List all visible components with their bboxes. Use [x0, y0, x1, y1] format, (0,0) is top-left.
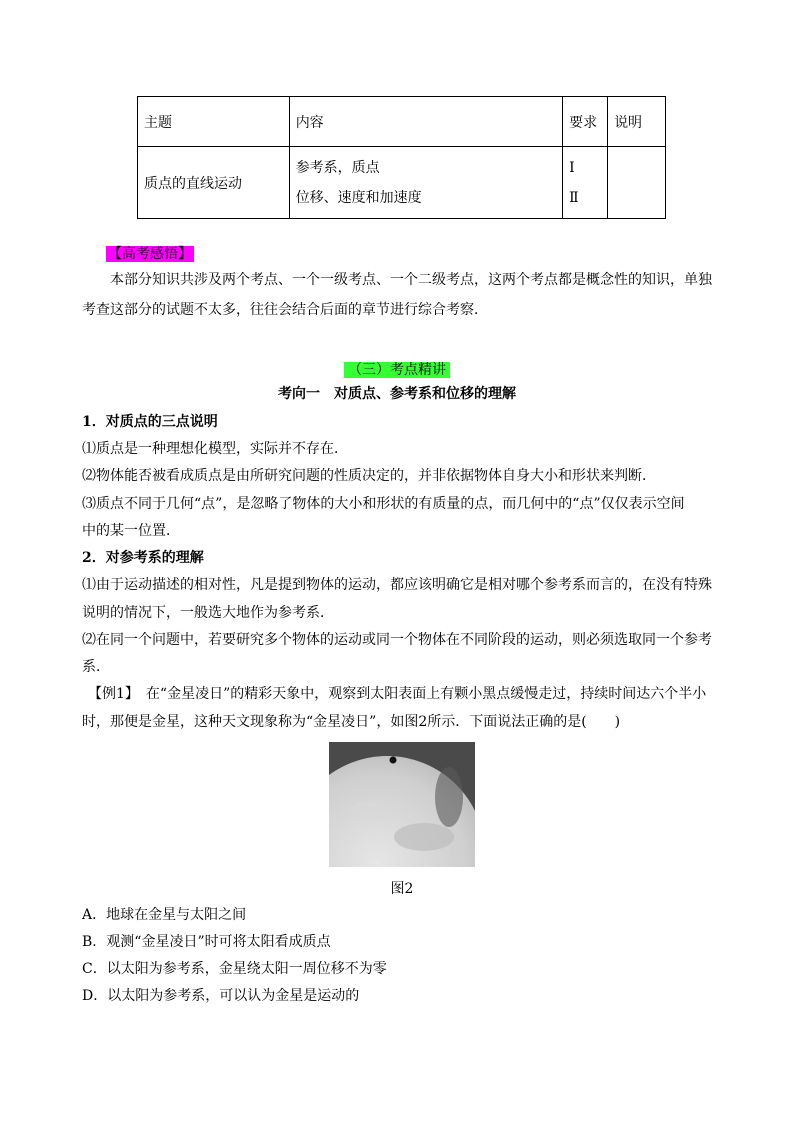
point1-item: ⑶质点不同于几何“点”，是忽略了物体的大小和形状的有质量的点，而几何中的“点”仅仅表示空间: [82, 496, 685, 512]
header-requirement: 要求: [563, 97, 608, 147]
cell-content: [289, 147, 562, 219]
requirement-level: Ⅰ: [569, 159, 575, 176]
option-d: D．以太阳为参考系，可以认为金星是运动的: [82, 988, 360, 1004]
header-note: 说明: [608, 97, 666, 147]
point1-heading: 1．对质点的三点说明: [82, 414, 218, 430]
gaokao-tag-line: [106, 244, 194, 264]
point2-item: ⑴由于运动描述的相对性，凡是提到物体的运动，都应该明确它是相对哪个参考系而言的，在没有特殊: [82, 577, 712, 593]
header-topic: 主题: [138, 97, 290, 147]
content-line: 位移、速度和加速度: [295, 189, 422, 206]
venus-transit-image: [329, 742, 475, 867]
option-c: C．以太阳为参考系，金星绕太阳一周位移不为零: [82, 961, 387, 977]
cell-note: [608, 147, 666, 219]
gaokao-paragraph-line: 本部分知识共涉及两个考点、一个一级考点、一个二级考点，这两个考点都是概念性的知识，单独: [110, 272, 712, 288]
figure-caption: 图2: [390, 881, 414, 897]
section-tag: （三）考点精讲: [344, 362, 450, 378]
option-a: A．地球在金星与太阳之间: [82, 907, 247, 923]
gaokao-paragraph-line: 考查这部分的试题不太多，往往会结合后面的章节进行综合考察．: [82, 302, 488, 318]
section-tag-line: [0, 360, 794, 380]
point1-item: 中的某一位置．: [82, 523, 180, 539]
point2-item: 系．: [82, 659, 110, 675]
example-question-line: 时，那便是金星，这种天文现象称为“金星凌日”，如图2所示．下面说法正确的是( ): [82, 714, 621, 730]
content-line: 参考系，质点: [295, 159, 380, 176]
requirement-level: Ⅱ: [569, 189, 579, 206]
point2-heading: 2．对参考系的理解: [82, 550, 204, 566]
gaokao-tag: 【高考感悟】: [108, 246, 192, 262]
option-b: B．观测“金星凌日”时可将太阳看成质点: [82, 934, 331, 950]
cell-topic: 质点的直线运动: [138, 147, 290, 219]
example-question-line: 【例1】 在“金星凌日”的精彩天象中，观察到太阳表面上有颗小黑点缓慢走过，持续时间达六个半小: [88, 686, 707, 702]
point2-item: ⑵在同一个问题中，若要研究多个物体的运动或同一个物体在不同阶段的运动，则必须选取同一个参考: [82, 632, 712, 648]
venus-transit-drawing: [329, 742, 475, 867]
table-row: [138, 147, 666, 219]
header-content: 内容: [289, 97, 562, 147]
point2-item: 说明的情况下，一般选大地作为参考系．: [82, 605, 334, 621]
section-title: 考向一 对质点、参考系和位移的理解: [278, 386, 516, 402]
cell-requirement: [563, 147, 608, 219]
point1-item: ⑵物体能否被看成质点是由所研究问题的性质决定的，并非依据物体自身大小和形状来判断．: [82, 468, 656, 484]
point1-item: ⑴质点是一种理想化模型，实际并不存在．: [82, 441, 348, 457]
table-header-row: [138, 97, 666, 147]
requirements-table: [137, 96, 666, 219]
